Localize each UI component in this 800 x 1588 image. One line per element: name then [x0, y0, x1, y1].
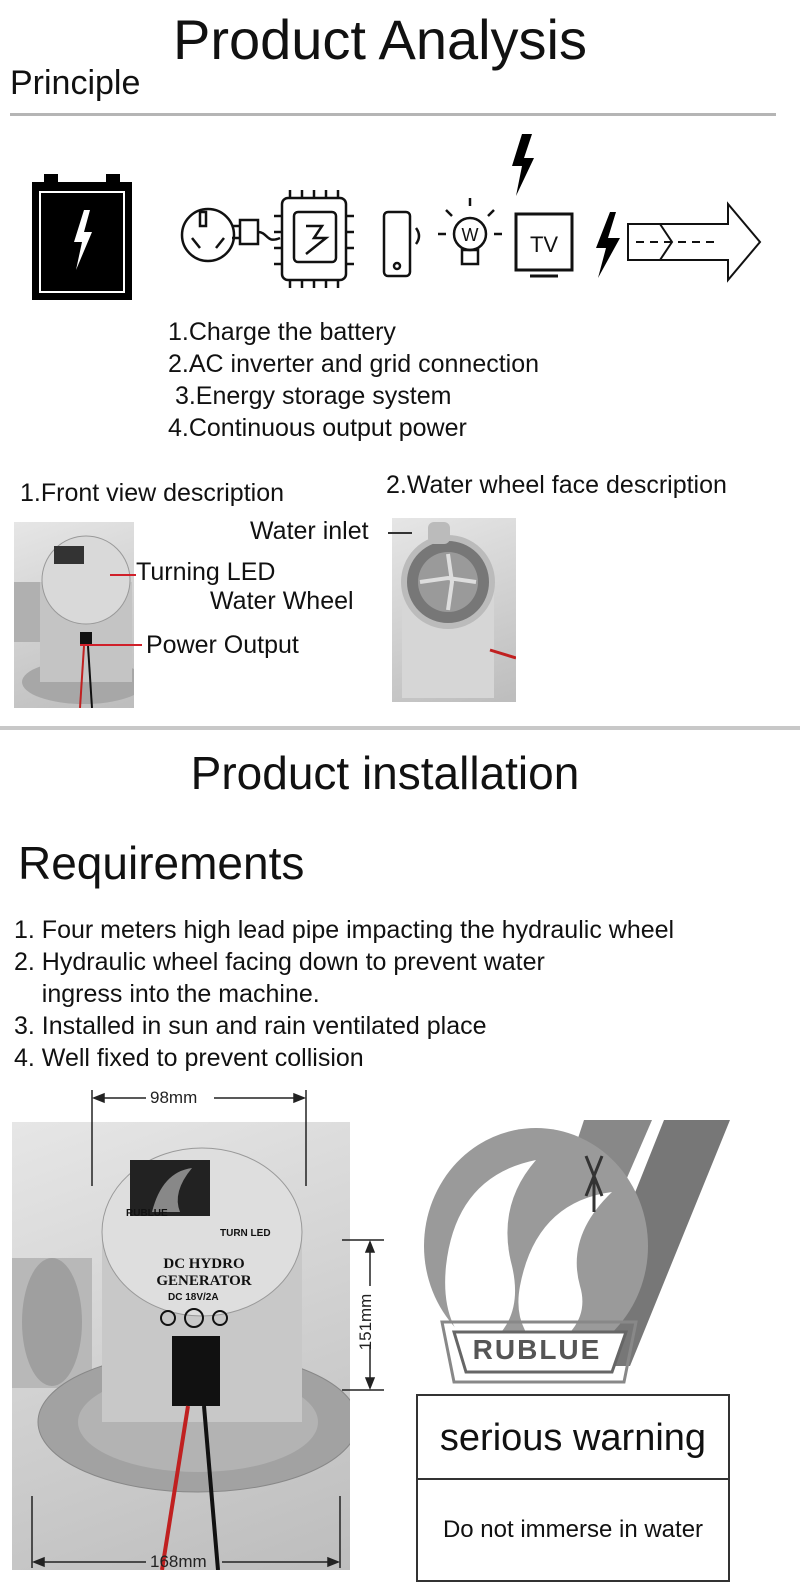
power-output-label: Power Output	[146, 631, 299, 659]
dimension-lines	[0, 1086, 400, 1576]
photo-rating: DC 18V/2A	[168, 1292, 219, 1303]
bulb-letter: W	[461, 225, 479, 245]
list-item: 2. Hydraulic wheel facing down to prevent water	[14, 948, 545, 976]
leader-line	[80, 644, 142, 646]
installation-title: Product installation	[190, 747, 580, 799]
phone-icon	[384, 212, 419, 276]
list-item: 1.Charge the battery	[168, 318, 396, 346]
list-item: 3. Installed in sun and rain ventilated place	[14, 1012, 487, 1040]
battery-icon	[32, 174, 132, 300]
arrow-icon	[628, 204, 760, 280]
front-view-caption: 1.Front view description	[20, 479, 285, 507]
bolt-icon	[512, 134, 534, 196]
dimension-width-base: 168mm	[150, 1552, 207, 1571]
wheel-face-caption: 2.Water wheel face description	[386, 471, 727, 499]
section-subtitle: Principle	[10, 64, 141, 102]
photo-product-name: DC HYDRO GENERATOR	[156, 1256, 252, 1289]
warning-title: serious warning	[418, 1396, 728, 1480]
logo-brand-text: RUBLUE	[472, 1334, 602, 1365]
dimension-height: 151mm	[356, 1293, 375, 1351]
requirements-list	[14, 914, 674, 1074]
bolt-icon	[596, 212, 620, 278]
water-inlet-label: Water inlet	[250, 517, 369, 545]
requirements-title: Requirements	[18, 837, 305, 889]
list-item: ingress into the machine.	[14, 980, 320, 1008]
water-wheel-label: Water Wheel	[210, 587, 354, 615]
photo-turn-led: TURN LED	[220, 1228, 271, 1239]
leader-line	[110, 574, 136, 576]
principle-icon-row	[0, 120, 800, 310]
list-item: 4.Continuous output power	[168, 414, 467, 442]
warning-box	[416, 1394, 730, 1582]
divider	[10, 113, 776, 116]
wheel-face-photo	[392, 518, 516, 702]
list-item: 1. Four meters high lead pipe impacting the hydraulic wheel	[14, 916, 675, 944]
list-item: 4. Well fixed to prevent collision	[14, 1044, 364, 1072]
warning-text: Do not immerse in water	[442, 1516, 704, 1543]
front-view-photo	[14, 522, 134, 708]
dimension-width-top: 98mm	[150, 1088, 198, 1107]
section-divider	[0, 726, 800, 730]
leader-line	[388, 532, 412, 534]
principle-list	[168, 316, 539, 444]
photo-brand: RUBLUE	[126, 1208, 168, 1219]
tv-label: TV	[529, 232, 559, 257]
plug-icon	[232, 220, 280, 244]
list-item: 2.AC inverter and grid connection	[168, 350, 540, 378]
page-title: Product Analysis	[173, 8, 587, 71]
list-item: 3.Energy storage system	[168, 382, 452, 410]
inverter-icon	[274, 190, 354, 288]
turning-led-label: Turning LED	[136, 558, 276, 586]
socket-icon	[182, 209, 234, 261]
